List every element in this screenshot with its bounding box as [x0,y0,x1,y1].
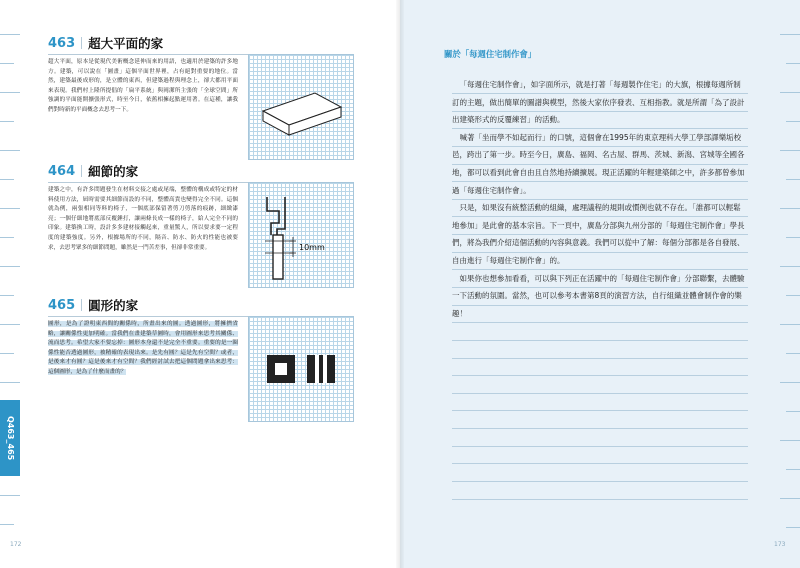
divider [81,37,82,49]
margin-tick [780,266,800,267]
margin-tick [780,208,800,209]
margin-tick [0,92,20,93]
margin-tick [780,150,800,151]
entry-header [48,294,354,317]
entry-header [48,32,354,55]
rule-line [452,393,748,394]
entry-464 [48,160,354,288]
page-number: 173 [774,541,786,548]
joint-detail-drawing [249,183,353,287]
margin-tick [786,121,800,122]
entry-title: 細節的家 [88,164,139,179]
rule-line [452,375,748,376]
page-number: 172 [10,541,22,548]
margin-tick [786,469,800,470]
right-heading: 關於「每週住宅制作會」 [444,49,537,59]
entry-body: 建築之中，有許多問題發生在材料交接之處或尾端，整體的構成或特定的材料使用方法，屆時需要其細節而設的不同，整體高貴也變得完全不同。這個就為例，兩張相同等料的椅子，一個底部保留著剪刀剪落的痕跡，細緻漆亮；一個仔細地將底部反覆錘打，讓兩條長成一樣的椅子，給人完全不同的印象。建築換工時，設計多多建材接觸起來，重量驚人，所以要求要一定程度的建築強度。另外，根據場所的不同，隔音、防水、防火的性能也被要求，去思考眾多的細節問題，雖然是一門苦差事，但卻非常重要。 [48,187,238,251]
margin-tick [0,208,20,209]
margin-tick [0,179,14,180]
rule-line [452,446,748,447]
side-tab-label: Q463_465 [6,415,15,461]
margin-tick [0,295,14,296]
margin-tick [786,527,800,528]
rule-line [452,428,748,429]
entry-header [48,160,354,183]
margin-tick [0,524,14,525]
entry-465 [48,294,354,424]
margin-tick [0,266,20,267]
margin-tick [786,295,800,296]
margin-tick [0,63,14,64]
spine-shadow [396,0,404,568]
margin-tick [780,440,800,441]
paragraph: 如果你也想參加看看，可以與下列正在活躍中的「每週住宅制作會」分部聯繫，去體驗一下活動的氛圍。當然，也可以參考本書第8頁的演習方法，自行組織並體會制作會的樂趣！ [452,273,745,318]
divider [81,299,82,311]
highlighted-text: 圖形，是為了證明東西間的關係時，所畫出來的圖。透過圖形，將擁擠省略，讓關係性更加明確。當我們在畫建築草圖時，會用圖形來思考其關係、流而思考。希望大家不要忘掉：圖形本身還不是完全不重要。重要的是一圈係性能否透過圖形，被精確的表現出來。是先有圓？這是先有空間？或者，是後來才有圓？這是後來才有空間？我們經討試去把這個問題拿出來思考：這個圖形，是為了什麼而畫的？ [48,321,238,375]
side-index-tab [0,400,20,476]
margin-tick [786,63,800,64]
margin-tick [786,237,800,238]
entry-title: 圓形的家 [88,298,139,313]
flat-slab-drawing [249,55,353,159]
margin-tick [0,121,14,122]
entry-number: 463 [48,35,76,51]
entry-title: 超大平面的家 [88,36,164,51]
margin-tick [0,34,20,35]
paragraph: 只是，如果沒有統整活動的組織，處理議程的規則或慣例也就不存在。「誰都可以輕鬆地參加」是此會的基本宗旨。下一頁中，廣島分部與九州分部的「每週住宅制作會」學長們，將為我們介紹這個活動的內容與意義。我們可以從中了解：每個分部都是各自發展、自由進行「每週住宅制作會」的。 [452,203,745,265]
rule-line [452,499,748,500]
entry-463 [48,32,354,160]
rule-line [452,481,748,482]
rule-line [452,463,748,464]
entry-body [48,320,238,378]
margin-tick [780,498,800,499]
rule-line [452,340,748,341]
margin-tick [0,150,20,151]
diagram-illustration [248,316,354,422]
right-body [452,76,748,322]
margin-tick [0,324,20,325]
margin-tick [780,92,800,93]
divider [81,165,82,177]
rule-line [452,410,748,411]
margin-tick [786,179,800,180]
entry-number: 465 [48,297,76,313]
margin-tick [780,382,800,383]
margin-tick [780,324,800,325]
margin-tick [786,353,800,354]
margin-tick [0,353,14,354]
margin-tick [0,237,14,238]
margin-tick [786,411,800,412]
paragraph: 喊著「坐而學不如起而行」的口號，這個會在1995年的東京理科大學工學部譯樂垢校邑，跨出了第一步。時至今日，廣島、福岡、名古屋、群馬、茨城、新潟、宮城等全國各地，都可以看到此會自由且自然地持續擴展。現正活躍的年輕建築師之中，許多都曾參加過「每週住宅制作會」。 [452,132,745,195]
detail-illustration [248,182,354,288]
dimension-label: 10mm [299,243,325,252]
entry-body: 超大平面，原本是從現代美術概念延伸而來的用語，也適用於建築的許多地方。建築，可以說在「圖畫」這個平面世界裡，占有絕對重要的地位。當然，建築最後成形的，是立體的東西，但建築過程與理念上，卻大都用平面來表現。我們村上隆所提倡的「扁平系統」與岡潔所主張的「全球空間」所強調的平面能開擴張形式，時至今日，依舊相擁起點運用著。在這種，讓我們對時新的平面概念去思考一下。 [48,59,238,113]
paragraph: 「每週住宅制作會」，如字面所示，就是打著「每週製作住宅」的大旗，根據每週所制訂的主題，做出簡單的圖譜與模型，然後大家依序發表、互相指教。就是所謂「為了設計出建築形式的反覆練習」的活動。 [452,80,745,125]
margin-tick [0,495,20,496]
margin-tick [0,382,20,383]
entry-number: 464 [48,163,76,179]
rule-line [452,358,748,359]
square-diagram-drawing [249,317,353,421]
plane-illustration [248,54,354,160]
margin-tick [780,34,800,35]
